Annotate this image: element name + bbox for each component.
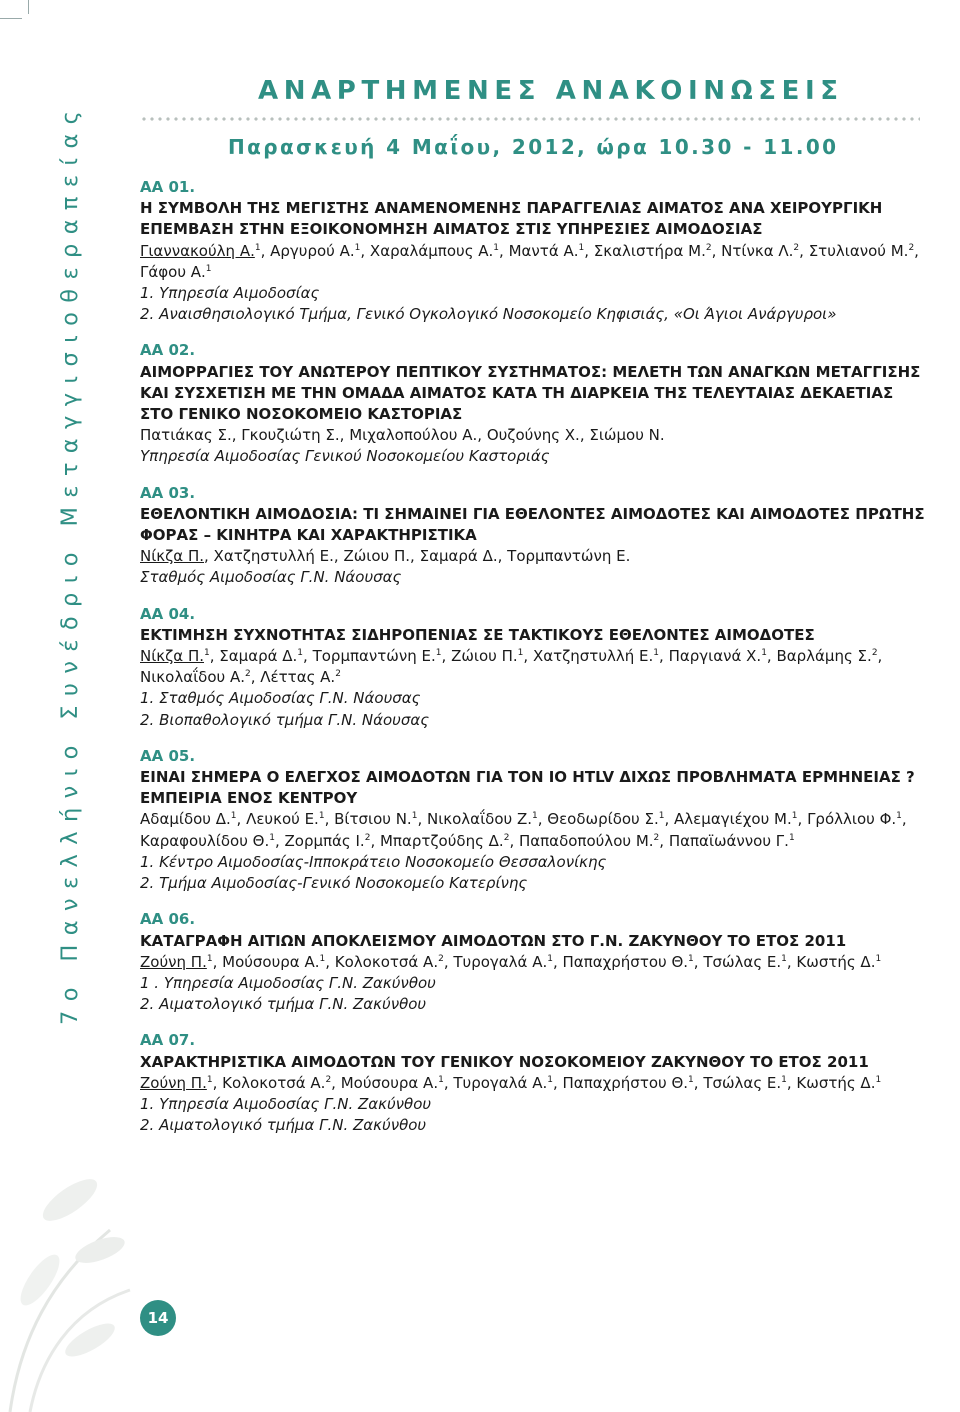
author-affiliation-index: 1 [791,811,798,822]
author-affiliation-index: 1 [297,648,304,659]
author-name: Χατζηστυλλή Ε. [532,647,654,666]
author-affiliation-index: 2 [245,669,251,680]
author-name: Χατζηστυλλή Ε. [213,547,334,566]
author-affiliation-index: 1 [781,1074,787,1085]
author-list: Ζούνη Π.$^1$, Κολοκοτσά Α.$^2$, Μούσουρα Α.$^1$, Τυρογαλά Α.$^1$, Παπαχρήστου Θ.$^1$, Τσώλας Ε.$^1$, Κωστής Δ.$^1$ [140,1073,882,1092]
abstract-code: ΑΑ 06. [140,910,196,929]
author-name: Κωστής Δ. [796,1073,876,1092]
author-affiliation-index: 1 [875,953,882,964]
author-affiliation-index: 2 [653,832,660,843]
affiliation: 1. Υπηρεσία Αιμοδοσίας [140,284,320,303]
author-affiliation-index: 1 [896,811,902,822]
abstract-code: ΑΑ 03. [140,483,196,502]
author-list: Νίκζα Π.$^1$, Σαμαρά Δ.$^1$, Τορμπαντώνη Ε.$^1$, Ζώιου Π.$^1$, Χατζηστυλλή Ε.$^1$, Παργιανά Χ.$^1$, Βαρλάμης Σ.$^2$, Νικολαΐδου Α.$^2$, Λέττας Α.$^2$ [140,647,883,687]
affiliation: 1. Υπηρεσία Αιμοδοσίας Γ.Ν. Ζακύνθου [140,1094,432,1113]
affiliation: Σταθμός Αιμοδοσίας Γ.Ν. Νάουσας [140,568,402,587]
abstract-title: ΕΘΕΛΟΝΤΙΚΗ ΑΙΜΟΔΟΣΙΑ: ΤΙ ΣΗΜΑΙΝΕΙ ΓΙΑ ΕΘΕΛΟΝΤΕΣ ΑΙΜΟΔΟΤΕΣ ΚΑΙ ΑΙΜΟΔΟΤΕΣ ΠΡΩΤΗΣ ΦΟΡΑΣ – ΚΙΝΗΤΡΑ ΚΑΙ ΧΑΡΑΚΤΗΡΙΣΤΙΚΑ [140,504,925,545]
author-name: Θεοδωρίδου Σ. [547,810,659,829]
abstract-code: ΑΑ 04. [140,604,196,623]
author-name: Μαντά Α. [508,241,579,260]
author-name: Ζούνη Π. [140,952,207,971]
abstract-code: ΑΑ 01. [140,178,196,196]
author-name: Παργιανά Χ. [668,647,762,666]
author-name: Γιαννακούλη Α. [140,241,255,260]
abstracts-list [140,177,930,1151]
author-name: Σαμαρά Δ. [419,547,498,566]
dotted-divider [140,116,920,122]
author-name: Κολοκοτσά Α. [334,952,439,971]
author-affiliation-index: 1 [269,832,275,843]
author-name: Ουζούνης Χ. [486,426,580,445]
author-name: Σαμαρά Δ. [219,647,298,666]
author-affiliation-index: 1 [653,648,660,659]
affiliation: 2. Βιοπαθολογικό τμήμα Γ.Ν. Νάουσας [140,710,430,729]
affiliation: 2. Αναισθησιολογικό Τμήμα, Γενικό Ογκολογικό Νοσοκομείο Κηφισιάς, «Οι Άγιοι Ανάργυροι» [140,305,837,324]
author-affiliation-index: 1 [547,953,553,964]
author-name: Καραφουλίδου Θ. [140,831,270,850]
affiliation: Υπηρεσία Αιμοδοσίας Γενικού Νοσοκομείου Καστοριάς [140,447,550,466]
crop-mark [0,18,22,19]
author-name: Γρόλλιου Φ. [807,810,897,829]
author-name: Μούσουρα Α. [340,1073,439,1092]
author-affiliation-index: 1 [688,1074,694,1085]
author-name: Λέττας Α. [260,668,336,687]
affiliation: 2. Αιματολογικό τμήμα Γ.Ν. Ζακύνθου [140,1116,427,1135]
author-name: Κολοκοτσά Α. [222,1073,326,1092]
abstract-code: ΑΑ 07. [140,1031,196,1050]
author-name: Γκουζιώτη Σ. [241,426,340,445]
author-name: Μιχαλοπούλου Α. [349,426,478,445]
author-affiliation-index: 1 [254,242,261,253]
author-name: Παπαδοπούλου Μ. [518,831,654,850]
author-name: Αργυρού Α. [270,241,355,260]
author-affiliation-index: 1 [578,242,585,253]
affiliation: 1 . Υπηρεσία Αιμοδοσίας Γ.Ν. Ζακύνθου [140,973,436,992]
author-name: Νικολαΐδου Ζ. [426,810,532,829]
author-affiliation-index: 1 [206,953,213,964]
author-name: Ντίνκα Λ. [721,241,794,260]
author-name: Λευκού Ε. [246,810,319,829]
author-name: Στυλιανού Μ. [808,241,909,260]
abstract-title: Η ΣΥΜΒΟΛΗ ΤΗΣ ΜΕΓΙΣΤΗΣ ΑΝΑΜΕΝΟΜΕΝΗΣ ΠΑΡΑΓΓΕΛΙΑΣ ΑΙΜΑΤΟΣ ΑΝΑ ΧΕΙΡΟΥΡΓΙΚΗ ΕΠΕΜΒΑΣΗ ΣΤΗΝ ΕΞΟΙΚΟΝΟΜΗΣΗ ΑΙΜΑΤΟΣ ΣΤΙΣ ΥΠΗΡΕΣΙΕΣ ΑΙΜΟΔΟΣΙΑΣ [140,199,883,239]
affiliation: 2. Τμήμα Αιμοδοσίας-Γενικό Νοσοκομείο Κατερίνης [140,874,528,893]
author-affiliation-index: 1 [781,953,787,964]
author-name: Τυρογαλά Α. [453,1073,548,1092]
author-affiliation-index: 1 [435,648,442,659]
author-name: Μπαρτζούδης Δ. [379,831,504,850]
conference-title-vertical: 7ο Πανελλήνιο Συνέδριο Μεταγγισιοθεραπείας [57,101,83,1025]
author-affiliation-index: 1 [688,953,694,964]
author-name: Πατιάκας Σ. [140,426,232,445]
author-list: Γιαννακούλη Α.$^1$, Αργυρού Α.$^1$, Χαραλάμπους Α.$^1$, Μαντά Α.$^1$, Σκαλιστήρα Μ.$^2$, Ντίνκα Λ.$^2$, Στυλιανού Μ.$^2$, Γάφου Α.$^1$ [140,241,919,281]
author-name: Παπαχρήστου Θ. [562,952,689,971]
author-name: Αλεμαγιέχου Μ. [674,810,792,829]
author-affiliation-index: 1 [318,811,325,822]
author-affiliation-index: 2 [503,832,510,843]
author-affiliation-index: 2 [335,669,341,680]
author-list: Νίκζα Π., Χατζηστυλλή Ε., Ζώιου Π., Σαμαρά Δ., Τορμπαντώνη Ε. [140,547,631,566]
author-affiliation-index: 1 [204,648,210,659]
author-name: Νικολαΐδου Α. [140,668,245,687]
abstract-entry [140,604,930,731]
session-datetime: Παρασκευή 4 Μαΐου, 2012, ώρα 10.30 - 11.00 [228,135,839,159]
abstract-entry [140,746,930,894]
author-name: Ζορμπάς Ι. [284,831,365,850]
section-title: ΑΝΑΡΤΗΜΕΝΕΣ ΑΝΑΚΟΙΝΩΣΕΙΣ [258,76,844,106]
author-affiliation-index: 2 [871,648,878,659]
author-affiliation-index: 1 [517,648,524,659]
author-name: Κωστής Δ. [796,952,876,971]
author-affiliation-index: 1 [438,1074,444,1085]
author-name: Παπαϊωάννου Γ. [668,831,789,850]
author-name: Τορμπαντώνη Ε. [312,647,436,666]
author-affiliation-index: 1 [875,1074,882,1085]
crop-mark [28,0,29,14]
author-affiliation-index: 1 [319,953,326,964]
author-name: Τορμπαντώνη Ε. [507,547,631,566]
author-name: Τσώλας Ε. [703,952,782,971]
page-number: 14 [140,1300,176,1336]
author-name: Παπαχρήστου Θ. [562,1073,689,1092]
abstract-title: ΕΙΝΑΙ ΣΗΜΕΡΑ Ο ΕΛΕΓΧΟΣ ΑΙΜΟΔΟΤΩΝ ΓΙΑ ΤΟΝ ΙΟ HTLV ΔΙΧΩΣ ΠΡΟΒΛΗΜΑΤΑ ΕΡΜΗΝΕΙΑΣ ? ΕΜΠΕΙΡΙΑ ΕΝΟΣ ΚΕΝΤΡΟΥ [140,768,915,808]
author-affiliation-index: 2 [364,832,371,843]
author-name: Σκαλιστήρα Μ. [593,241,706,260]
abstract-code: ΑΑ 05. [140,746,196,765]
sidebar [0,0,122,1412]
author-affiliation-index: 2 [908,242,915,253]
author-affiliation-index: 1 [354,242,361,253]
affiliation: 1. Σταθμός Αιμοδοσίας Γ.Ν. Νάουσας [140,689,421,708]
abstract-entry [140,1030,930,1136]
author-name: Χαραλάμπους Α. [369,241,494,260]
author-affiliation-index: 1 [206,1074,213,1085]
abstract-entry [140,483,930,589]
author-name: Τσώλας Ε. [703,1073,782,1092]
author-name: Γάφου Α. [140,262,206,281]
abstract-title: ΑΙΜΟΡΡΑΓΙΕΣ ΤΟΥ ΑΝΩΤΕΡΟΥ ΠΕΠΤΙΚΟΥ ΣΥΣΤΗΜΑΤΟΣ: ΜΕΛΕΤΗ ΤΩΝ ΑΝΑΓΚΩΝ ΜΕΤΑΓΓΙΣΗΣ ΚΑΙ ΣΥΣΧΕΤΙΣΗ ΜΕ ΤΗΝ ΟΜΑΔΑ ΑΙΜΑΤΟΣ ΚΑΤΑ ΤΗ ΔΙΑΡΚΕΙΑ ΤΗΣ ΤΕΛΕΥΤΑΙΑΣ ΔΕΚΑΕΤΙΑΣ ΣΤΟ ΓΕΝΙΚΟ ΝΟΣΟΚΟΜΕΙΟ ΚΑΣΤΟΡΙΑΣ [140,362,921,424]
author-affiliation-index: 1 [531,811,538,822]
abstract-entry [140,340,930,467]
author-affiliation-index: 2 [325,1074,332,1085]
author-affiliation-index: 1 [547,1074,553,1085]
author-name: Νίκζα Π. [140,547,204,566]
decorative-leaves-image [0,1140,140,1412]
author-affiliation-index: 1 [761,648,767,659]
affiliation: 1. Κέντρο Αιμοδοσίας-Ιπποκράτειο Νοσοκομείο Θεσσαλονίκης [140,852,607,871]
affiliation: 2. Αιματολογικό τμήμα Γ.Ν. Ζακύνθου [140,995,427,1014]
abstract-title: ΚΑΤΑΓΡΑΦΗ ΑΙΤΙΩΝ ΑΠΟΚΛΕΙΣΜΟΥ ΑΙΜΟΔΟΤΩΝ ΣΤΟ Γ.Ν. ΖΑΚΥΝΘΟΥ ΤΟ ΕΤΟΣ 2011 [140,931,847,950]
author-affiliation-index: 2 [705,242,712,253]
author-name: Ζώιου Π. [343,547,411,566]
abstract-title: ΧΑΡΑΚΤΗΡΙΣΤΙΚΑ ΑΙΜΟΔΟΤΩΝ ΤΟΥ ΓΕΝΙΚΟΥ ΝΟΣΟΚΟΜΕΙΟΥ ΖΑΚΥΝΘΟΥ ΤΟ ΕΤΟΣ 2011 [140,1052,869,1071]
author-name: Βίτσιου Ν. [334,810,412,829]
author-affiliation-index: 2 [438,953,444,964]
author-list: Πατιάκας Σ., Γκουζιώτη Σ., Μιχαλοπούλου Α., Ουζούνης Χ., Σιώμου Ν. [140,426,665,445]
author-affiliation-index: 1 [493,242,500,253]
author-affiliation-index: 1 [230,811,237,822]
author-name: Ζούνη Π. [140,1073,207,1092]
author-affiliation-index: 1 [205,263,212,274]
author-affiliation-index: 1 [411,811,418,822]
abstract-code: ΑΑ 02. [140,341,196,360]
author-name: Ζώιου Π. [451,647,518,666]
author-name: Βαρλάμης Σ. [776,647,872,666]
author-affiliation-index: 1 [788,832,795,843]
author-affiliation-index: 2 [793,242,800,253]
author-name: Νίκζα Π. [140,647,204,666]
author-list: Ζούνη Π.$^1$, Μούσουρα Α.$^1$, Κολοκοτσά Α.$^2$, Τυρογαλά Α.$^1$, Παπαχρήστου Θ.$^1$, Τσώλας Ε.$^1$, Κωστής Δ.$^1$ [140,952,882,971]
abstract-entry [140,909,930,1015]
author-list: Αδαμίδου Δ.$^1$, Λευκού Ε.$^1$, Βίτσιου Ν.$^1$, Νικολαΐδου Ζ.$^1$, Θεοδωρίδου Σ.$^1$, Αλεμαγιέχου Μ.$^1$, Γρόλλιου Φ.$^1$, Καραφουλίδου Θ.$^1$, Ζορμπάς Ι.$^2$, Μπαρτζούδης Δ.$^2$, Παπαδοπούλου Μ.$^2$, Παπαϊωάννου Γ.$^1$ [140,810,907,850]
abstract-entry [140,177,930,325]
author-affiliation-index: 1 [658,811,665,822]
author-name: Τυρογαλά Α. [453,952,548,971]
abstract-title: ΕΚΤΙΜΗΣΗ ΣΥΧΝΟΤΗΤΑΣ ΣΙΔΗΡΟΠΕΝΙΑΣ ΣΕ ΤΑΚΤΙΚΟΥΣ ΕΘΕΛΟΝΤΕΣ ΑΙΜΟΔΟΤΕΣ [140,625,815,644]
author-name: Αδαμίδου Δ. [140,810,231,829]
author-name: Σιώμου Ν. [589,426,665,445]
author-name: Μούσουρα Α. [222,952,320,971]
